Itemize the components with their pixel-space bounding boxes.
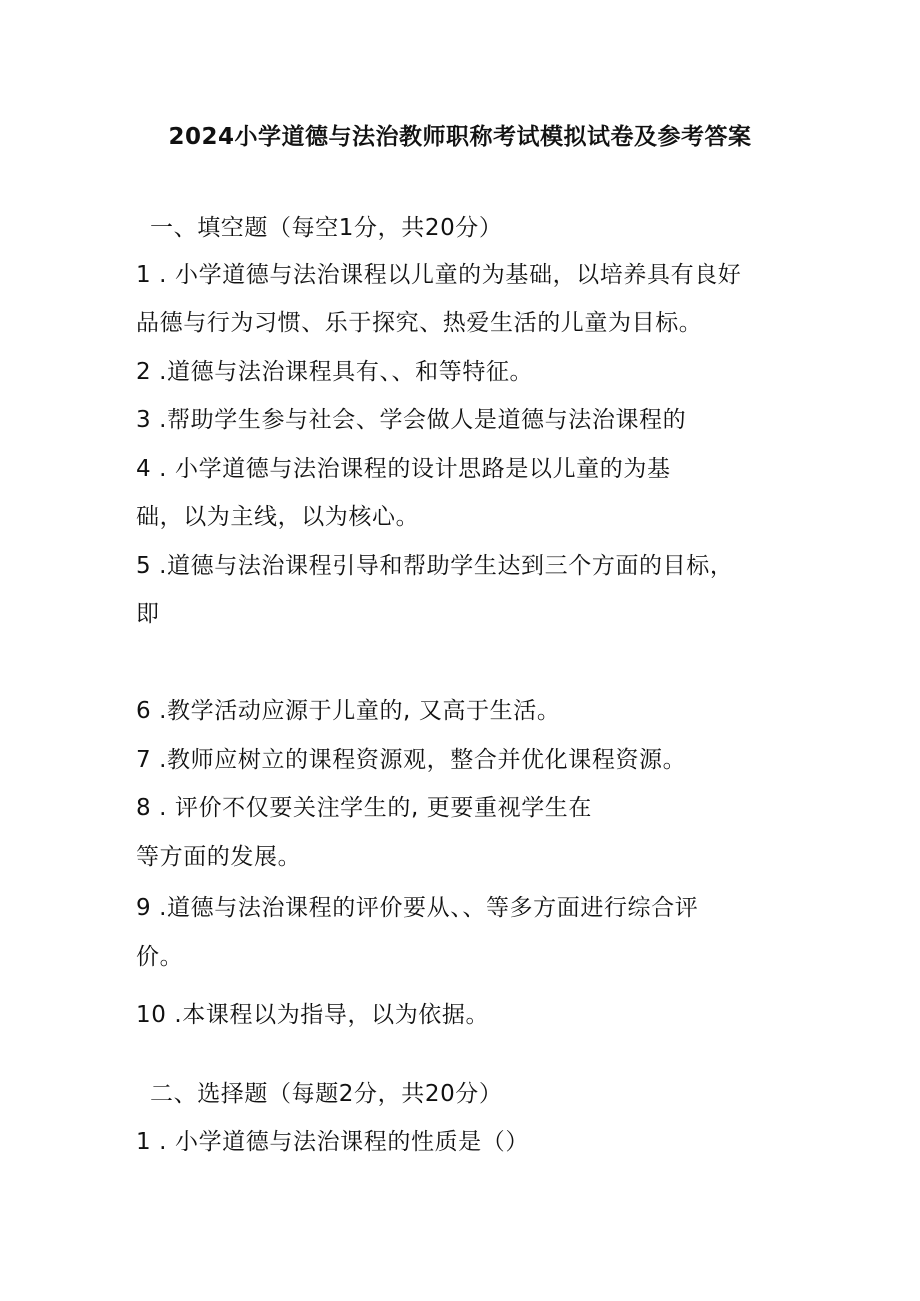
section-heading-choice: 二、选择题（每题2分，共20分） [150,1081,503,1107]
question-line: 3 .帮助学生参与社会、学会做人是道德与法治课程的 [136,407,687,433]
question-line: 5 .道德与法治课程引导和帮助学生达到三个方面的目标， [136,553,734,579]
question-line: 即 [136,601,160,627]
question-line: 价。 [136,944,184,970]
question-line: 10 .本课程以为指导，以为依据。 [136,1002,490,1028]
question-line: 1 . 小学道德与法治课程以儿童的为基础，以培养具有良好 [136,262,742,288]
question-line: 1 . 小学道德与法治课程的性质是（） [136,1129,529,1155]
question-line: 9 .道德与法治课程的评价要从、、等多方面进行综合评 [136,895,699,921]
question-line: 等方面的发展。 [136,844,302,870]
question-line: 品德与行为习惯、乐于探究、热爱生活的儿童为目标。 [136,310,703,336]
question-line: 7 .教师应树立的课程资源观，整合并优化课程资源。 [136,747,687,773]
document-title: 2024小学道德与法治教师职称考试模拟试卷及参考答案 [168,124,752,150]
question-line: 2 .道德与法治课程具有、、和等特征。 [136,359,534,385]
question-line: 4 . 小学道德与法治课程的设计思路是以儿童的为基 [136,456,671,482]
question-line: 础，以为主线，以为核心。 [136,504,420,530]
section-heading-fill-in: 一、填空题（每空1分，共20分） [150,215,503,241]
question-line: 8 . 评价不仅要关注学生的, 更要重视学生在 [136,795,592,821]
question-line: 6 .教学活动应源于儿童的, 又高于生活。 [136,698,561,724]
